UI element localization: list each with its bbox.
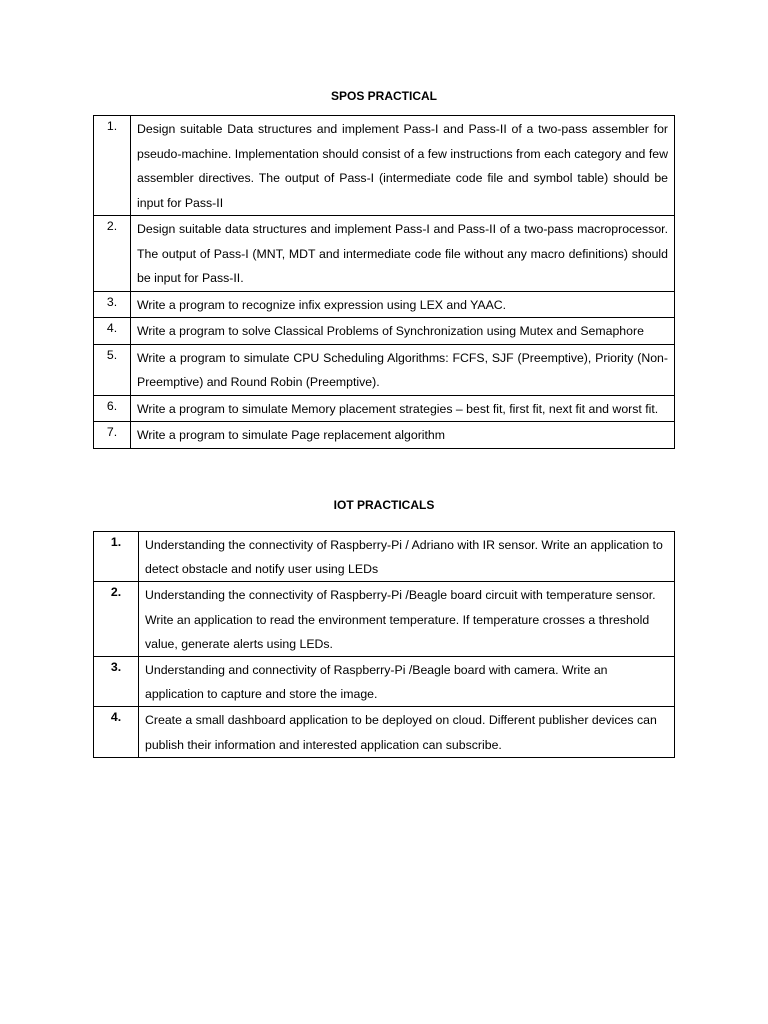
- practical-description: Write a program to simulate Memory placement strategies – best fit, first fit, next fit and worst fit.: [131, 395, 675, 422]
- row-number: 5.: [94, 344, 131, 395]
- practical-description: Write a program to simulate CPU Scheduling Algorithms: FCFS, SJF (Preemptive), Priority (Non-Preemptive) and Round Robin (Preemptive).: [131, 344, 675, 395]
- table-row: [94, 582, 675, 657]
- row-number: 1.: [94, 116, 131, 216]
- practical-description: Write a program to solve Classical Problems of Synchronization using Mutex and Semaphore: [131, 318, 675, 345]
- practical-description: Write a program to recognize infix expression using LEX and YAAC.: [131, 291, 675, 318]
- table-row: [94, 532, 675, 582]
- table-row: [94, 291, 675, 318]
- table-row: [94, 422, 675, 449]
- row-number: 7.: [94, 422, 131, 449]
- spos-practical-title: SPOS PRACTICAL: [330, 89, 437, 103]
- row-number: 2.: [94, 216, 131, 292]
- table-row: [94, 395, 675, 422]
- table-row: [94, 116, 675, 216]
- practical-description: Design suitable Data structures and implement Pass-I and Pass-II of a two-pass assembler for pseudo-machine. Implementation should consist of a few instructions from each category and few assembler directives. The output of Pass-I (intermediate code file and symbol table) should be input for Pass-II: [131, 116, 675, 216]
- row-number: 3.: [94, 657, 139, 707]
- iot-practicals-table: [93, 531, 675, 758]
- row-number: 4.: [94, 707, 139, 757]
- practical-description: Understanding the connectivity of Raspberry-Pi / Adriano with IR sensor. Write an application to detect obstacle and notify user using LEDs: [139, 532, 675, 582]
- table-row: [94, 318, 675, 345]
- spos-practical-table: [93, 115, 675, 449]
- practical-description: Create a small dashboard application to be deployed on cloud. Different publisher devices can publish their information and interested application can subscribe.: [139, 707, 675, 757]
- row-number: 1.: [94, 532, 139, 582]
- table-row: [94, 216, 675, 292]
- row-number: 2.: [94, 582, 139, 657]
- practical-description: Write a program to simulate Page replacement algorithm: [131, 422, 675, 449]
- iot-practicals-title: IOT PRACTICALS: [333, 498, 435, 512]
- practical-description: Understanding and connectivity of Raspberry-Pi /Beagle board with camera. Write an application to capture and store the image.: [139, 657, 675, 707]
- row-number: 3.: [94, 291, 131, 318]
- table-row: [94, 707, 675, 757]
- practical-description: Design suitable data structures and implement Pass-I and Pass-II of a two-pass macroprocessor. The output of Pass-I (MNT, MDT and intermediate code file without any macro definitions) should be input for Pass-II.: [131, 216, 675, 292]
- row-number: 6.: [94, 395, 131, 422]
- table-row: [94, 344, 675, 395]
- row-number: 4.: [94, 318, 131, 345]
- practical-description: Understanding the connectivity of Raspberry-Pi /Beagle board circuit with temperature sensor. Write an application to read the environment temperature. If temperature crosses a threshold value, generate alerts using LEDs.: [139, 582, 675, 657]
- table-row: [94, 657, 675, 707]
